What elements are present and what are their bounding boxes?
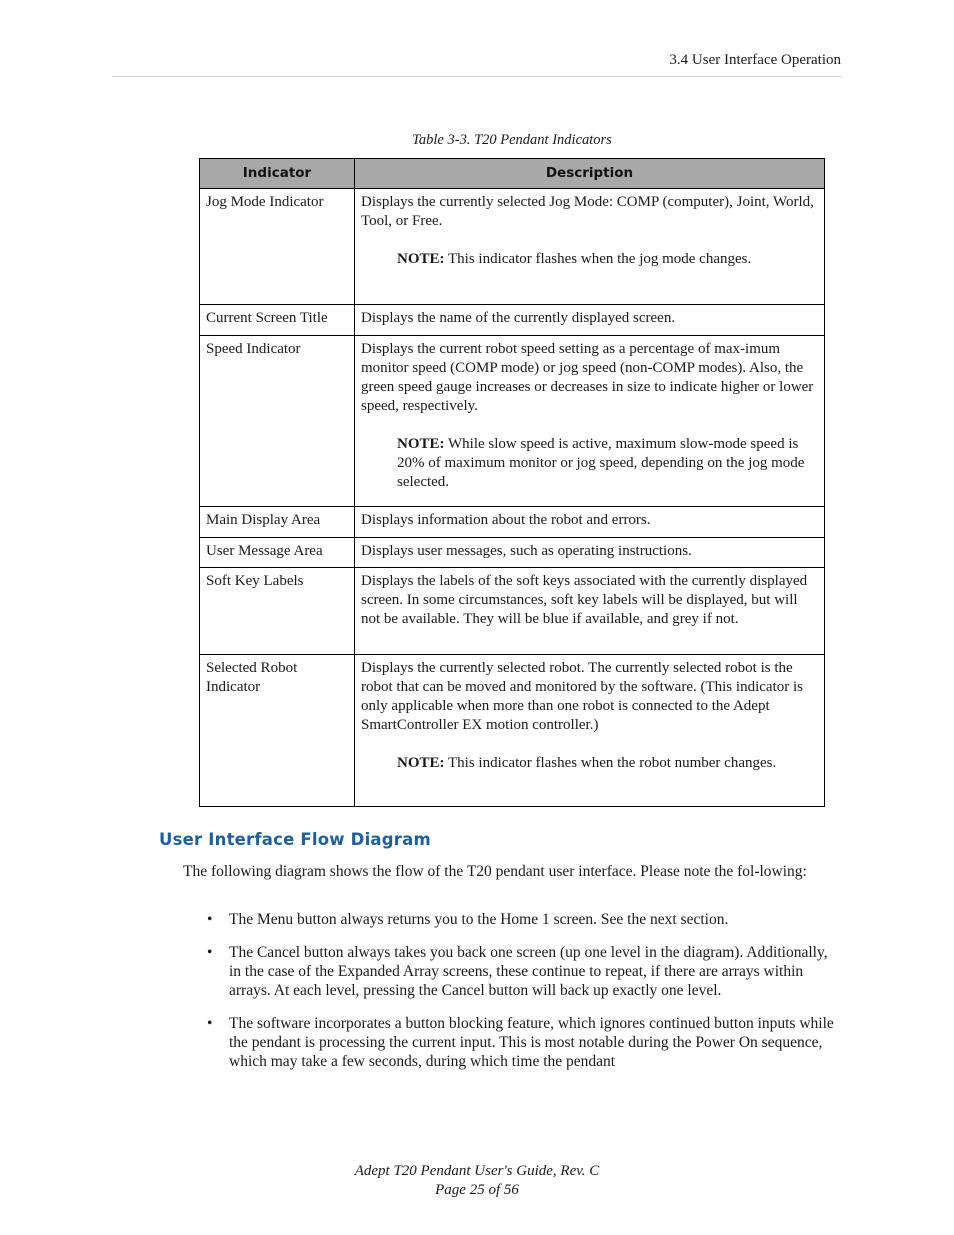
indicator-cell: Speed Indicator [200, 336, 355, 507]
list-item [207, 943, 839, 1000]
note [397, 250, 818, 269]
note-label: NOTE: [397, 251, 445, 267]
indicators-table [199, 158, 825, 807]
table-row [200, 538, 825, 568]
page-footer [0, 1162, 954, 1200]
note-text: This indicator flashes when the robot number changes. [444, 755, 777, 771]
bullet-icon: • [207, 944, 213, 961]
indicator-cell: User Message Area [200, 538, 355, 568]
note-text: While slow speed is active, maximum slow-mode speed is 20% of maximum monitor or jog speed, depending on the jog mode selected. [397, 436, 805, 490]
indicator-cell: Soft Key Labels [200, 568, 355, 655]
list-item [207, 910, 839, 929]
list-item [207, 1014, 839, 1071]
note-label: NOTE: [397, 436, 445, 452]
intro-paragraph: The following diagram shows the flow of the T20 pendant user interface. Please note the fol-lowing: [183, 863, 807, 880]
description-cell: Displays the name of the currently displayed screen. [355, 305, 825, 336]
table-row [200, 568, 825, 655]
description-cell [355, 655, 825, 807]
description-cell: Displays the labels of the soft keys associated with the currently displayed screen. In some circumstances, soft key labels will be displayed, but will not be available. They will be blue if available, and grey if not. [355, 568, 825, 655]
indicator-cell: Jog Mode Indicator [200, 189, 355, 305]
description-cell [355, 336, 825, 507]
section-heading: User Interface Flow Diagram [159, 830, 431, 849]
running-header: 3.4 User Interface Operation [669, 52, 841, 68]
note-label: NOTE: [397, 755, 445, 771]
bullet-icon: • [207, 911, 213, 928]
description-text: Displays the currently selected Jog Mode: COMP (computer), Joint, World, Tool, or Free. [361, 194, 814, 229]
description-cell: Displays user messages, such as operating instructions. [355, 538, 825, 568]
footer-title: Adept T20 Pendant User's Guide, Rev. C [354, 1163, 600, 1179]
note-text: This indicator flashes when the jog mode changes. [444, 251, 752, 267]
header-divider [112, 76, 842, 77]
list-item-text: The Menu button always returns you to the Home 1 screen. See the next section. [229, 911, 729, 928]
list-item-text: The software incorporates a button blocking feature, which ignores continued button inputs while the pendant is processing the current input. This is most notable during the Power On sequence, which may take a few seconds, during which time the pendant [229, 1015, 834, 1070]
note [397, 754, 818, 773]
indicator-cell: Current Screen Title [200, 305, 355, 336]
description-text: Displays the currently selected robot. The currently selected robot is the robot that can be moved and monitored by the software. (This indicator is only applicable when more than one robot is connected to the Adept SmartController EX motion controller.) [361, 660, 803, 733]
table-row [200, 305, 825, 336]
indicator-cell: Main Display Area [200, 507, 355, 538]
table-row [200, 507, 825, 538]
description-cell [355, 189, 825, 305]
description-text: Displays the current robot speed setting as a percentage of max-imum monitor speed (COMP mode) or jog speed (non-COMP modes). Also, the green speed gauge increases or decreases in size to indicate higher or lower speed, respectively. [361, 341, 814, 414]
table-header-row [200, 159, 825, 189]
column-header-description: Description [355, 159, 825, 189]
list-item-text: The Cancel button always takes you back one screen (up one level in the diagram). Additionally, in the case of the Expanded Array screens, these continue to repeat, if there are arrays within arrays. At each level, pressing the Cancel button will back up exactly one level. [229, 944, 828, 999]
indicator-cell: Selected Robot Indicator [200, 655, 355, 807]
page-number: Page 25 of 56 [435, 1182, 519, 1198]
description-cell: Displays information about the robot and errors. [355, 507, 825, 538]
bullet-icon: • [207, 1015, 213, 1032]
table-caption: Table 3-3. T20 Pendant Indicators [412, 132, 612, 148]
column-header-indicator: Indicator [200, 159, 355, 189]
bullet-list [207, 910, 839, 1085]
note [397, 435, 818, 492]
table-row [200, 336, 825, 507]
table-row [200, 189, 825, 305]
table-row [200, 655, 825, 807]
